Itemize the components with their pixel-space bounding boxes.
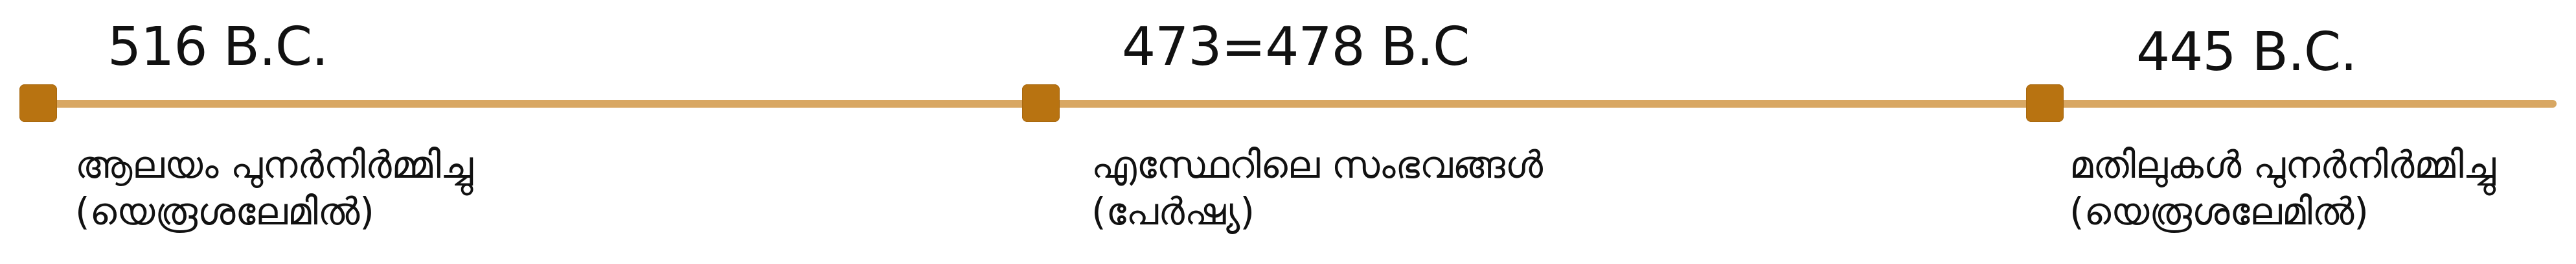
event-description-line: (യെരൂശലേമിൽ) <box>2069 189 2369 234</box>
event-year: 473=478 B.C <box>1122 16 1470 78</box>
timeline-marker-445-bc <box>2026 84 2064 122</box>
event-year: 445 B.C. <box>2136 21 2357 83</box>
event-description-line: മതിലുകൾ പുനർനിർമ്മിച്ചു <box>2069 143 2496 187</box>
event-description <box>2069 141 2496 235</box>
event-description-line: എസ്ഥേറിലെ സംഭവങ്ങൾ <box>1091 143 1543 187</box>
event-year: 516 B.C. <box>108 16 328 78</box>
event-description-line: (യെരൂശലേമിൽ) <box>75 189 374 234</box>
timeline-marker-473-478-bc <box>1022 84 1060 122</box>
event-description-line: ആലയം പുനർനിർമ്മിച്ചു <box>75 143 473 187</box>
event-description <box>1091 141 1543 235</box>
event-description-line: (പേർഷ്യ) <box>1091 189 1255 234</box>
